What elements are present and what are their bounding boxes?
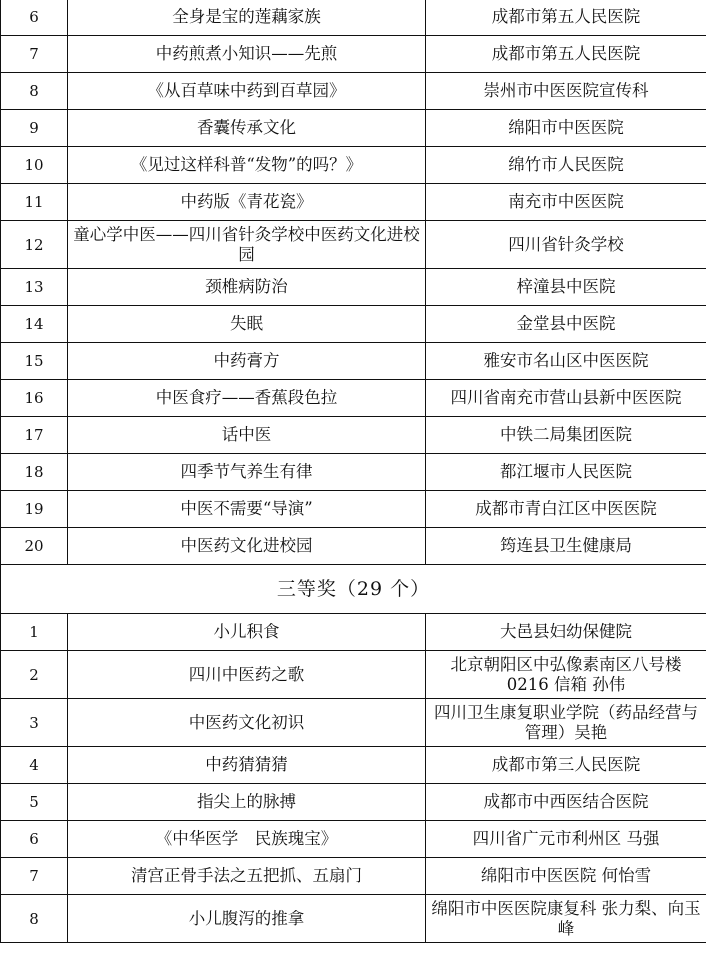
work-title: 小儿腹泻的推拿	[68, 895, 426, 943]
table-row	[1, 306, 706, 343]
work-title: 小儿积食	[68, 614, 426, 651]
row-number: 7	[1, 36, 68, 73]
organization: 成都市第三人民医院	[426, 747, 706, 784]
work-title: 颈椎病防治	[68, 269, 426, 306]
organization: 绵阳市中医医院 何怡雪	[426, 858, 706, 895]
table-row	[1, 821, 706, 858]
row-number: 8	[1, 895, 68, 943]
table-row	[1, 184, 706, 221]
organization: 北京朝阳区中弘像素南区八号楼 0216 信箱 孙伟	[426, 651, 706, 699]
table-row	[1, 36, 706, 73]
table-row	[1, 73, 706, 110]
row-number: 11	[1, 184, 68, 221]
organization: 成都市第五人民医院	[426, 36, 706, 73]
row-number: 6	[1, 0, 68, 36]
row-number: 5	[1, 784, 68, 821]
table-row	[1, 528, 706, 565]
organization: 四川省针灸学校	[426, 221, 706, 269]
organization: 成都市第五人民医院	[426, 0, 706, 36]
table-row	[1, 491, 706, 528]
work-title: 四季节气养生有律	[68, 454, 426, 491]
organization: 成都市中西医结合医院	[426, 784, 706, 821]
work-title: 中医食疗——香蕉段色拉	[68, 380, 426, 417]
organization: 绵竹市人民医院	[426, 147, 706, 184]
section-header-row	[1, 565, 706, 614]
table-row	[1, 110, 706, 147]
organization: 筠连县卫生健康局	[426, 528, 706, 565]
organization: 金堂县中医院	[426, 306, 706, 343]
row-number: 6	[1, 821, 68, 858]
row-number: 3	[1, 699, 68, 747]
row-number: 20	[1, 528, 68, 565]
organization: 中铁二局集团医院	[426, 417, 706, 454]
row-number: 7	[1, 858, 68, 895]
work-title: 童心学中医——四川省针灸学校中医药文化进校园	[68, 221, 426, 269]
table-row	[1, 147, 706, 184]
organization: 梓潼县中医院	[426, 269, 706, 306]
table-row	[1, 699, 706, 747]
row-number: 19	[1, 491, 68, 528]
row-number: 13	[1, 269, 68, 306]
work-title: 《从百草味中药到百草园》	[68, 73, 426, 110]
table-row	[1, 417, 706, 454]
work-title: 香囊传承文化	[68, 110, 426, 147]
table-row	[1, 454, 706, 491]
table-row	[1, 858, 706, 895]
work-title: 四川中医药之歌	[68, 651, 426, 699]
work-title: 中医不需要“导演”	[68, 491, 426, 528]
row-number: 14	[1, 306, 68, 343]
table-row	[1, 343, 706, 380]
organization: 四川省南充市营山县新中医医院	[426, 380, 706, 417]
table-row	[1, 614, 706, 651]
row-number: 10	[1, 147, 68, 184]
work-title: 中药煎煮小知识——先煎	[68, 36, 426, 73]
work-title: 中药猜猜猜	[68, 747, 426, 784]
row-number: 1	[1, 614, 68, 651]
organization: 大邑县妇幼保健院	[426, 614, 706, 651]
table-row	[1, 269, 706, 306]
organization: 成都市青白江区中医医院	[426, 491, 706, 528]
organization: 雅安市名山区中医医院	[426, 343, 706, 380]
row-number: 9	[1, 110, 68, 147]
work-title: 全身是宝的莲藕家族	[68, 0, 426, 36]
work-title: 清宫正骨手法之五把抓、五扇门	[68, 858, 426, 895]
table-body	[1, 0, 706, 943]
organization: 南充市中医医院	[426, 184, 706, 221]
work-title: 中医药文化初识	[68, 699, 426, 747]
table-row	[1, 380, 706, 417]
work-title: 话中医	[68, 417, 426, 454]
organization: 绵阳市中医医院康复科 张力梨、向玉峰	[426, 895, 706, 943]
work-title: 中药版《青花瓷》	[68, 184, 426, 221]
organization: 四川省广元市利州区 马强	[426, 821, 706, 858]
work-title: 中药膏方	[68, 343, 426, 380]
work-title: 失眠	[68, 306, 426, 343]
table-row	[1, 221, 706, 269]
row-number: 8	[1, 73, 68, 110]
work-title: 中医药文化进校园	[68, 528, 426, 565]
row-number: 12	[1, 221, 68, 269]
row-number: 4	[1, 747, 68, 784]
table-row	[1, 0, 706, 36]
row-number: 15	[1, 343, 68, 380]
work-title: 《见过这样科普“发物”的吗？》	[68, 147, 426, 184]
organization: 绵阳市中医医院	[426, 110, 706, 147]
section-title: 三等奖（29 个）	[1, 565, 706, 614]
row-number: 18	[1, 454, 68, 491]
table-row	[1, 784, 706, 821]
table-row	[1, 895, 706, 943]
organization: 四川卫生康复职业学院（药品经营与管理）吴艳	[426, 699, 706, 747]
table-row	[1, 651, 706, 699]
work-title: 《中华医学 民族瑰宝》	[68, 821, 426, 858]
row-number: 2	[1, 651, 68, 699]
row-number: 17	[1, 417, 68, 454]
organization: 崇州市中医医院宣传科	[426, 73, 706, 110]
table-row	[1, 747, 706, 784]
organization: 都江堰市人民医院	[426, 454, 706, 491]
work-title: 指尖上的脉搏	[68, 784, 426, 821]
row-number: 16	[1, 380, 68, 417]
